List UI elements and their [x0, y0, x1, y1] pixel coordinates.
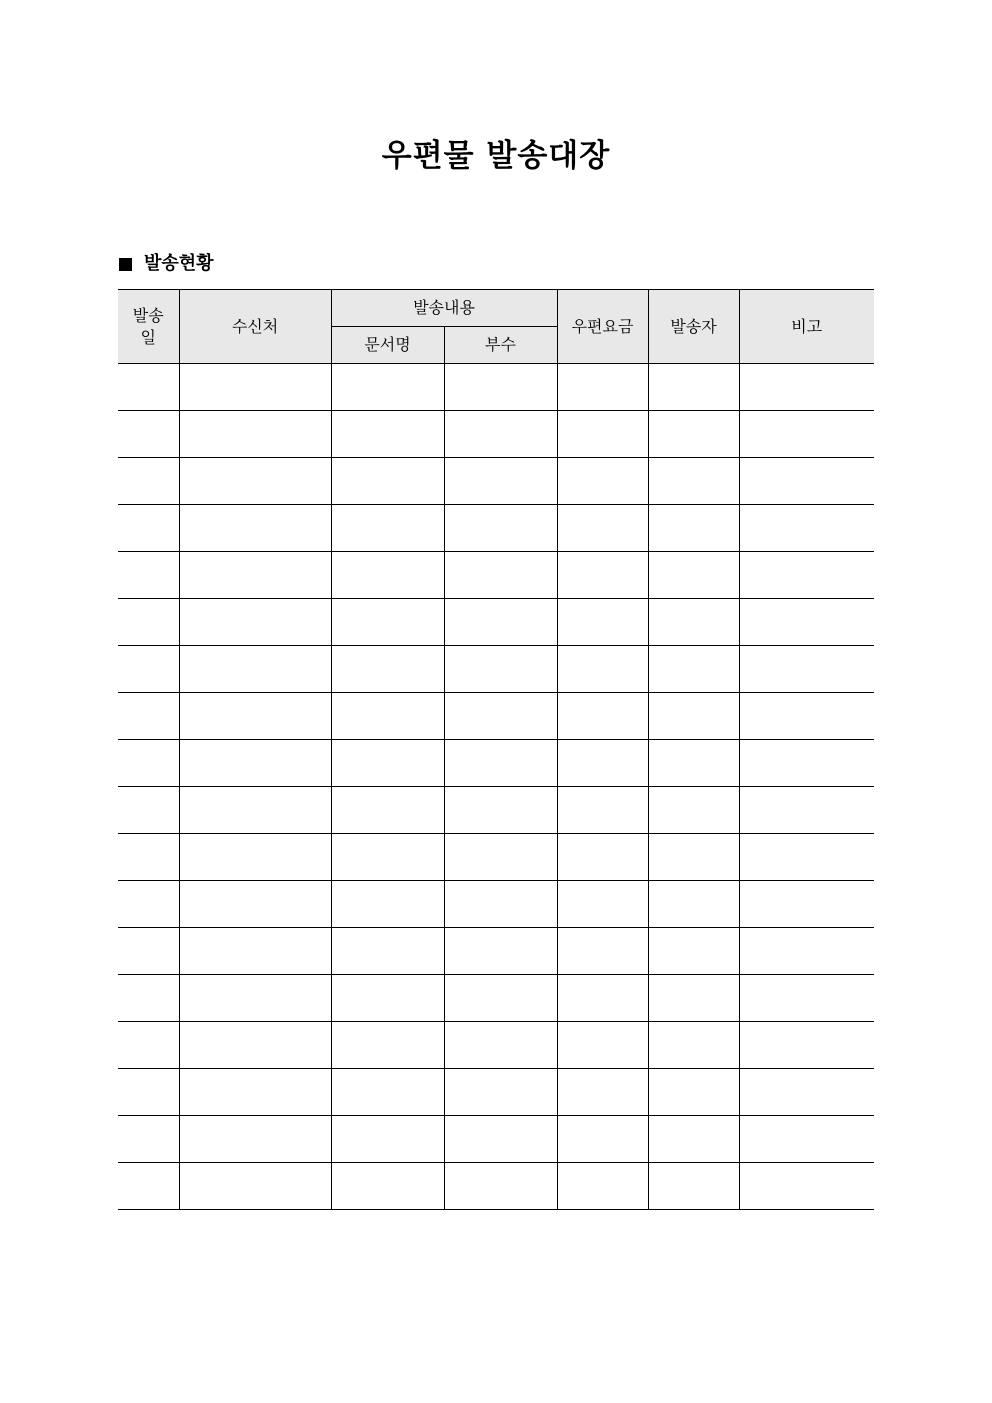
cell-send-date[interactable] — [118, 881, 179, 928]
cell-recipient[interactable] — [179, 646, 331, 693]
cell-send-date[interactable] — [118, 599, 179, 646]
cell-doc-name[interactable] — [331, 975, 444, 1022]
cell-copies[interactable] — [444, 1163, 557, 1210]
section-heading — [119, 252, 214, 276]
cell-remarks[interactable] — [739, 1022, 874, 1069]
cell-postage[interactable] — [557, 1163, 648, 1210]
cell-remarks[interactable] — [739, 1116, 874, 1163]
cell-sender[interactable] — [648, 505, 739, 552]
cell-recipient[interactable] — [179, 458, 331, 505]
cell-postage[interactable] — [557, 411, 648, 458]
header-send-date — [118, 290, 179, 364]
table-row — [118, 411, 874, 458]
cell-copies[interactable] — [444, 1069, 557, 1116]
cell-postage[interactable] — [557, 505, 648, 552]
table-row — [118, 552, 874, 599]
table-row — [118, 881, 874, 928]
cell-remarks[interactable] — [739, 834, 874, 881]
square-bullet-icon — [119, 258, 132, 271]
cell-send-date[interactable] — [118, 975, 179, 1022]
cell-send-date[interactable] — [118, 1069, 179, 1116]
cell-recipient[interactable] — [179, 928, 331, 975]
cell-sender[interactable] — [648, 552, 739, 599]
table-row — [118, 787, 874, 834]
cell-doc-name[interactable] — [331, 928, 444, 975]
cell-sender[interactable] — [648, 411, 739, 458]
cell-copies[interactable] — [444, 1116, 557, 1163]
cell-copies[interactable] — [444, 599, 557, 646]
cell-postage[interactable] — [557, 787, 648, 834]
cell-doc-name[interactable] — [331, 411, 444, 458]
cell-postage[interactable] — [557, 881, 648, 928]
table-row — [118, 1022, 874, 1069]
cell-remarks[interactable] — [739, 552, 874, 599]
cell-copies[interactable] — [444, 834, 557, 881]
cell-remarks[interactable] — [739, 646, 874, 693]
table-row — [118, 458, 874, 505]
cell-postage[interactable] — [557, 928, 648, 975]
cell-doc-name[interactable] — [331, 599, 444, 646]
cell-postage[interactable] — [557, 1022, 648, 1069]
cell-sender[interactable] — [648, 1069, 739, 1116]
cell-sender[interactable] — [648, 740, 739, 787]
cell-postage[interactable] — [557, 1116, 648, 1163]
table-row — [118, 505, 874, 552]
cell-postage[interactable] — [557, 975, 648, 1022]
cell-recipient[interactable] — [179, 1163, 331, 1210]
cell-doc-name[interactable] — [331, 787, 444, 834]
cell-remarks[interactable] — [739, 787, 874, 834]
table-row — [118, 928, 874, 975]
cell-remarks[interactable] — [739, 881, 874, 928]
cell-send-date[interactable] — [118, 740, 179, 787]
cell-remarks[interactable] — [739, 411, 874, 458]
cell-copies[interactable] — [444, 975, 557, 1022]
cell-postage[interactable] — [557, 646, 648, 693]
cell-doc-name[interactable] — [331, 1163, 444, 1210]
cell-sender[interactable] — [648, 928, 739, 975]
cell-send-date[interactable] — [118, 458, 179, 505]
cell-send-date[interactable] — [118, 505, 179, 552]
cell-copies[interactable] — [444, 928, 557, 975]
cell-sender[interactable] — [648, 881, 739, 928]
cell-copies[interactable] — [444, 552, 557, 599]
table-row — [118, 1116, 874, 1163]
cell-sender[interactable] — [648, 1116, 739, 1163]
cell-remarks[interactable] — [739, 599, 874, 646]
cell-remarks[interactable] — [739, 364, 874, 411]
cell-copies[interactable] — [444, 693, 557, 740]
table-row — [118, 1163, 874, 1210]
cell-copies[interactable] — [444, 458, 557, 505]
cell-recipient[interactable] — [179, 505, 331, 552]
cell-recipient[interactable] — [179, 740, 331, 787]
table-row — [118, 646, 874, 693]
cell-recipient[interactable] — [179, 411, 331, 458]
cell-send-date[interactable] — [118, 411, 179, 458]
header-remarks: 비고 — [739, 290, 874, 364]
cell-doc-name[interactable] — [331, 1022, 444, 1069]
cell-copies[interactable] — [444, 364, 557, 411]
cell-send-date[interactable] — [118, 834, 179, 881]
cell-recipient[interactable] — [179, 834, 331, 881]
cell-recipient[interactable] — [179, 599, 331, 646]
cell-doc-name[interactable] — [331, 458, 444, 505]
cell-remarks[interactable] — [739, 975, 874, 1022]
page-title: 우편물 발송대장 — [381, 138, 611, 174]
cell-postage[interactable] — [557, 364, 648, 411]
section-heading-label: 발송현황 — [144, 253, 214, 274]
cell-copies[interactable] — [444, 787, 557, 834]
cell-postage[interactable] — [557, 599, 648, 646]
cell-doc-name[interactable] — [331, 552, 444, 599]
cell-postage[interactable] — [557, 458, 648, 505]
cell-doc-name[interactable] — [331, 364, 444, 411]
table-row — [118, 975, 874, 1022]
cell-sender[interactable] — [648, 693, 739, 740]
cell-send-date[interactable] — [118, 646, 179, 693]
cell-postage[interactable] — [557, 1069, 648, 1116]
header-postage: 우편요금 — [557, 290, 648, 364]
cell-send-date[interactable] — [118, 364, 179, 411]
cell-doc-name[interactable] — [331, 1116, 444, 1163]
header-send-date-label: 발송 일 — [132, 305, 164, 347]
ledger-body — [118, 364, 874, 1210]
cell-doc-name[interactable] — [331, 740, 444, 787]
cell-copies[interactable] — [444, 881, 557, 928]
cell-sender[interactable] — [648, 646, 739, 693]
cell-send-date[interactable] — [118, 928, 179, 975]
cell-sender[interactable] — [648, 834, 739, 881]
header-copies: 부수 — [444, 327, 557, 364]
cell-postage[interactable] — [557, 693, 648, 740]
cell-send-date[interactable] — [118, 1022, 179, 1069]
cell-copies[interactable] — [444, 740, 557, 787]
cell-postage[interactable] — [557, 834, 648, 881]
cell-remarks[interactable] — [739, 1069, 874, 1116]
cell-send-date[interactable] — [118, 1116, 179, 1163]
cell-sender[interactable] — [648, 458, 739, 505]
cell-sender[interactable] — [648, 975, 739, 1022]
cell-doc-name[interactable] — [331, 834, 444, 881]
cell-remarks[interactable] — [739, 458, 874, 505]
table-row — [118, 1069, 874, 1116]
cell-doc-name[interactable] — [331, 646, 444, 693]
cell-copies[interactable] — [444, 646, 557, 693]
header-sender: 발송자 — [648, 290, 739, 364]
cell-doc-name[interactable] — [331, 881, 444, 928]
header-contents-group: 발송내용 — [331, 290, 557, 327]
mail-ledger-table — [118, 289, 874, 1210]
cell-postage[interactable] — [557, 552, 648, 599]
cell-remarks[interactable] — [739, 693, 874, 740]
table-row — [118, 599, 874, 646]
cell-recipient[interactable] — [179, 364, 331, 411]
cell-doc-name[interactable] — [331, 1069, 444, 1116]
cell-sender[interactable] — [648, 1022, 739, 1069]
cell-recipient[interactable] — [179, 881, 331, 928]
cell-send-date[interactable] — [118, 552, 179, 599]
cell-copies[interactable] — [444, 1022, 557, 1069]
cell-doc-name[interactable] — [331, 693, 444, 740]
table-row — [118, 364, 874, 411]
cell-copies[interactable] — [444, 411, 557, 458]
cell-sender[interactable] — [648, 599, 739, 646]
cell-recipient[interactable] — [179, 1069, 331, 1116]
cell-sender[interactable] — [648, 364, 739, 411]
cell-doc-name[interactable] — [331, 505, 444, 552]
header-recipient: 수신처 — [179, 290, 331, 364]
table-row — [118, 693, 874, 740]
cell-remarks[interactable] — [739, 928, 874, 975]
cell-remarks[interactable] — [739, 1163, 874, 1210]
cell-recipient[interactable] — [179, 1022, 331, 1069]
cell-send-date[interactable] — [118, 787, 179, 834]
cell-recipient[interactable] — [179, 552, 331, 599]
cell-copies[interactable] — [444, 505, 557, 552]
cell-send-date[interactable] — [118, 1163, 179, 1210]
cell-recipient[interactable] — [179, 787, 331, 834]
table-row — [118, 834, 874, 881]
cell-remarks[interactable] — [739, 505, 874, 552]
cell-recipient[interactable] — [179, 693, 331, 740]
cell-send-date[interactable] — [118, 693, 179, 740]
cell-sender[interactable] — [648, 787, 739, 834]
cell-recipient[interactable] — [179, 975, 331, 1022]
cell-remarks[interactable] — [739, 740, 874, 787]
cell-recipient[interactable] — [179, 1116, 331, 1163]
header-doc-name: 문서명 — [331, 327, 444, 364]
table-row — [118, 740, 874, 787]
cell-sender[interactable] — [648, 1163, 739, 1210]
cell-postage[interactable] — [557, 740, 648, 787]
